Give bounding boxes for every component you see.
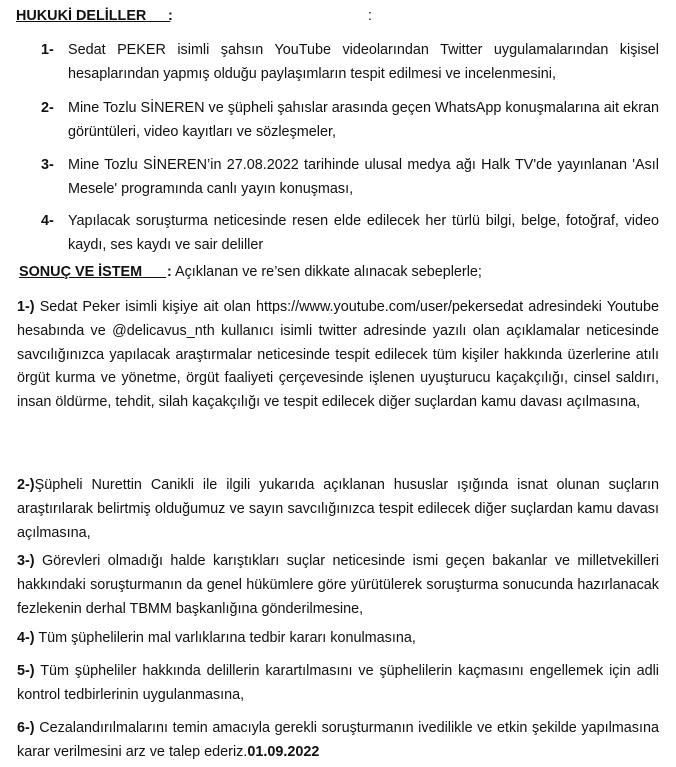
petition-date: 01.09.2022: [247, 743, 320, 760]
request-text: Tüm şüpheliler hakkında delillerin karartılmasını ve şüphelilerin kaçmasını engellemek için adli kontrol tedbirlerinin uygulanmasına,: [17, 663, 659, 703]
result-heading: SONUÇ VE İSTEM: [19, 264, 143, 280]
evidence-item-text: Yapılacak soruşturma neticesinde resen elde edilecek her türlü bilgi, belge, fotoğraf, video kaydı, ses kaydı ve sair deliller: [68, 213, 659, 253]
request-number: 2-): [17, 477, 35, 493]
evidence-item-number: 4-: [41, 213, 54, 229]
request-item: [17, 296, 659, 415]
evidence-item-number: 1-: [41, 42, 54, 58]
evidence-heading-colon: :: [168, 8, 173, 24]
result-intro: Açıklanan ve re’sen dikkate alınacak sebeplerle;: [175, 264, 482, 280]
request-number: 5-): [17, 663, 35, 679]
request-text: Şüpheli Nurettin Canikli ile ilgili yukarıda açıklanan hususlar ışığında isnat olunan suçların araştırılarak belirtmiş olduğumuz ve sayın savcılığınızca tespit edilecek diğer suçlardan kamu davası açılmasına,: [17, 477, 659, 541]
request-text: Cezalandırılmalarını temin amacıyla gerekli soruşturmanın ivedilikle ve etkin şekilde yapılmasına karar verilmesini arz ve talep ederiz.: [17, 720, 659, 760]
request-number: 6-): [17, 720, 35, 736]
evidence-item-text: Mine Tozlu SİNEREN’in 27.08.2022 tarihinde ulusal medya ağı Halk TV'de yayınlanan 'Asıl Mesele' programında canlı yayın konuşması,: [68, 157, 659, 197]
request-text: Görevleri olmadığı halde karıştıkları suçlar neticesinde ismi geçen bakanlar ve milletvekilleri hakkındaki soruşturmanın da genel hükümlere göre yürütülerek soruşturma sonucunda hazırlanacak fezlekenin derhal TBMM başkanlığına gönderilmesine,: [17, 553, 659, 617]
evidence-extra-colon: :: [368, 8, 372, 24]
request-item: [17, 627, 659, 651]
request-text: Sedat Peker isimli kişiye ait olan https://www.youtube.com/user/pekersedat adresindeki Youtube hesabında ve @delicavus_nth kullanıcı isimli twitter adresinde yazılı olan açıklamalar neticesinde savcılığınızca yapılacak araştırmalar neticesinde tespit edilecek tüm kişiler hakkında üzerlerine atılı örgüt kurma ve yönetme, örgüt faaliyeti çerçevesinde işlenen uyuşturucu kaçakçılığı, cinsel saldırı, insan öldürme, tehdit, silah kaçakçılığı ve tespit edilecek diğer suçlardan kamu davası açılmasına,: [17, 299, 659, 411]
request-item: [17, 660, 659, 708]
request-number: 3-): [17, 553, 35, 569]
request-number: 1-): [17, 299, 35, 315]
evidence-heading: HUKUKİ DELİLLER: [16, 8, 147, 24]
request-item: [17, 474, 659, 545]
request-text: Tüm şüphelilerin mal varlıklarına tedbir kararı konulmasına,: [34, 630, 416, 646]
result-heading-colon: :: [167, 264, 172, 280]
evidence-item: [41, 209, 659, 257]
evidence-item-number: 2-: [41, 100, 54, 116]
request-number: 4-): [17, 630, 35, 646]
evidence-item-text: Mine Tozlu SİNEREN ve şüpheli şahıslar arasında geçen WhatsApp konuşmalarına ait ekran görüntüleri, video kayıtları ve sözleşmeler,: [68, 100, 659, 140]
evidence-item: [41, 38, 659, 86]
request-item: [17, 717, 659, 765]
evidence-item: [41, 96, 659, 144]
evidence-item-text: Sedat PEKER isimli şahsın YouTube videolarından Twitter uygulamalarından kişisel hesaplarından yapmış olduğu paylaşımların tespit edilmesi ve incelenmesini,: [68, 42, 659, 82]
request-item: [17, 550, 659, 621]
evidence-item: [41, 153, 659, 201]
evidence-item-number: 3-: [41, 157, 54, 173]
